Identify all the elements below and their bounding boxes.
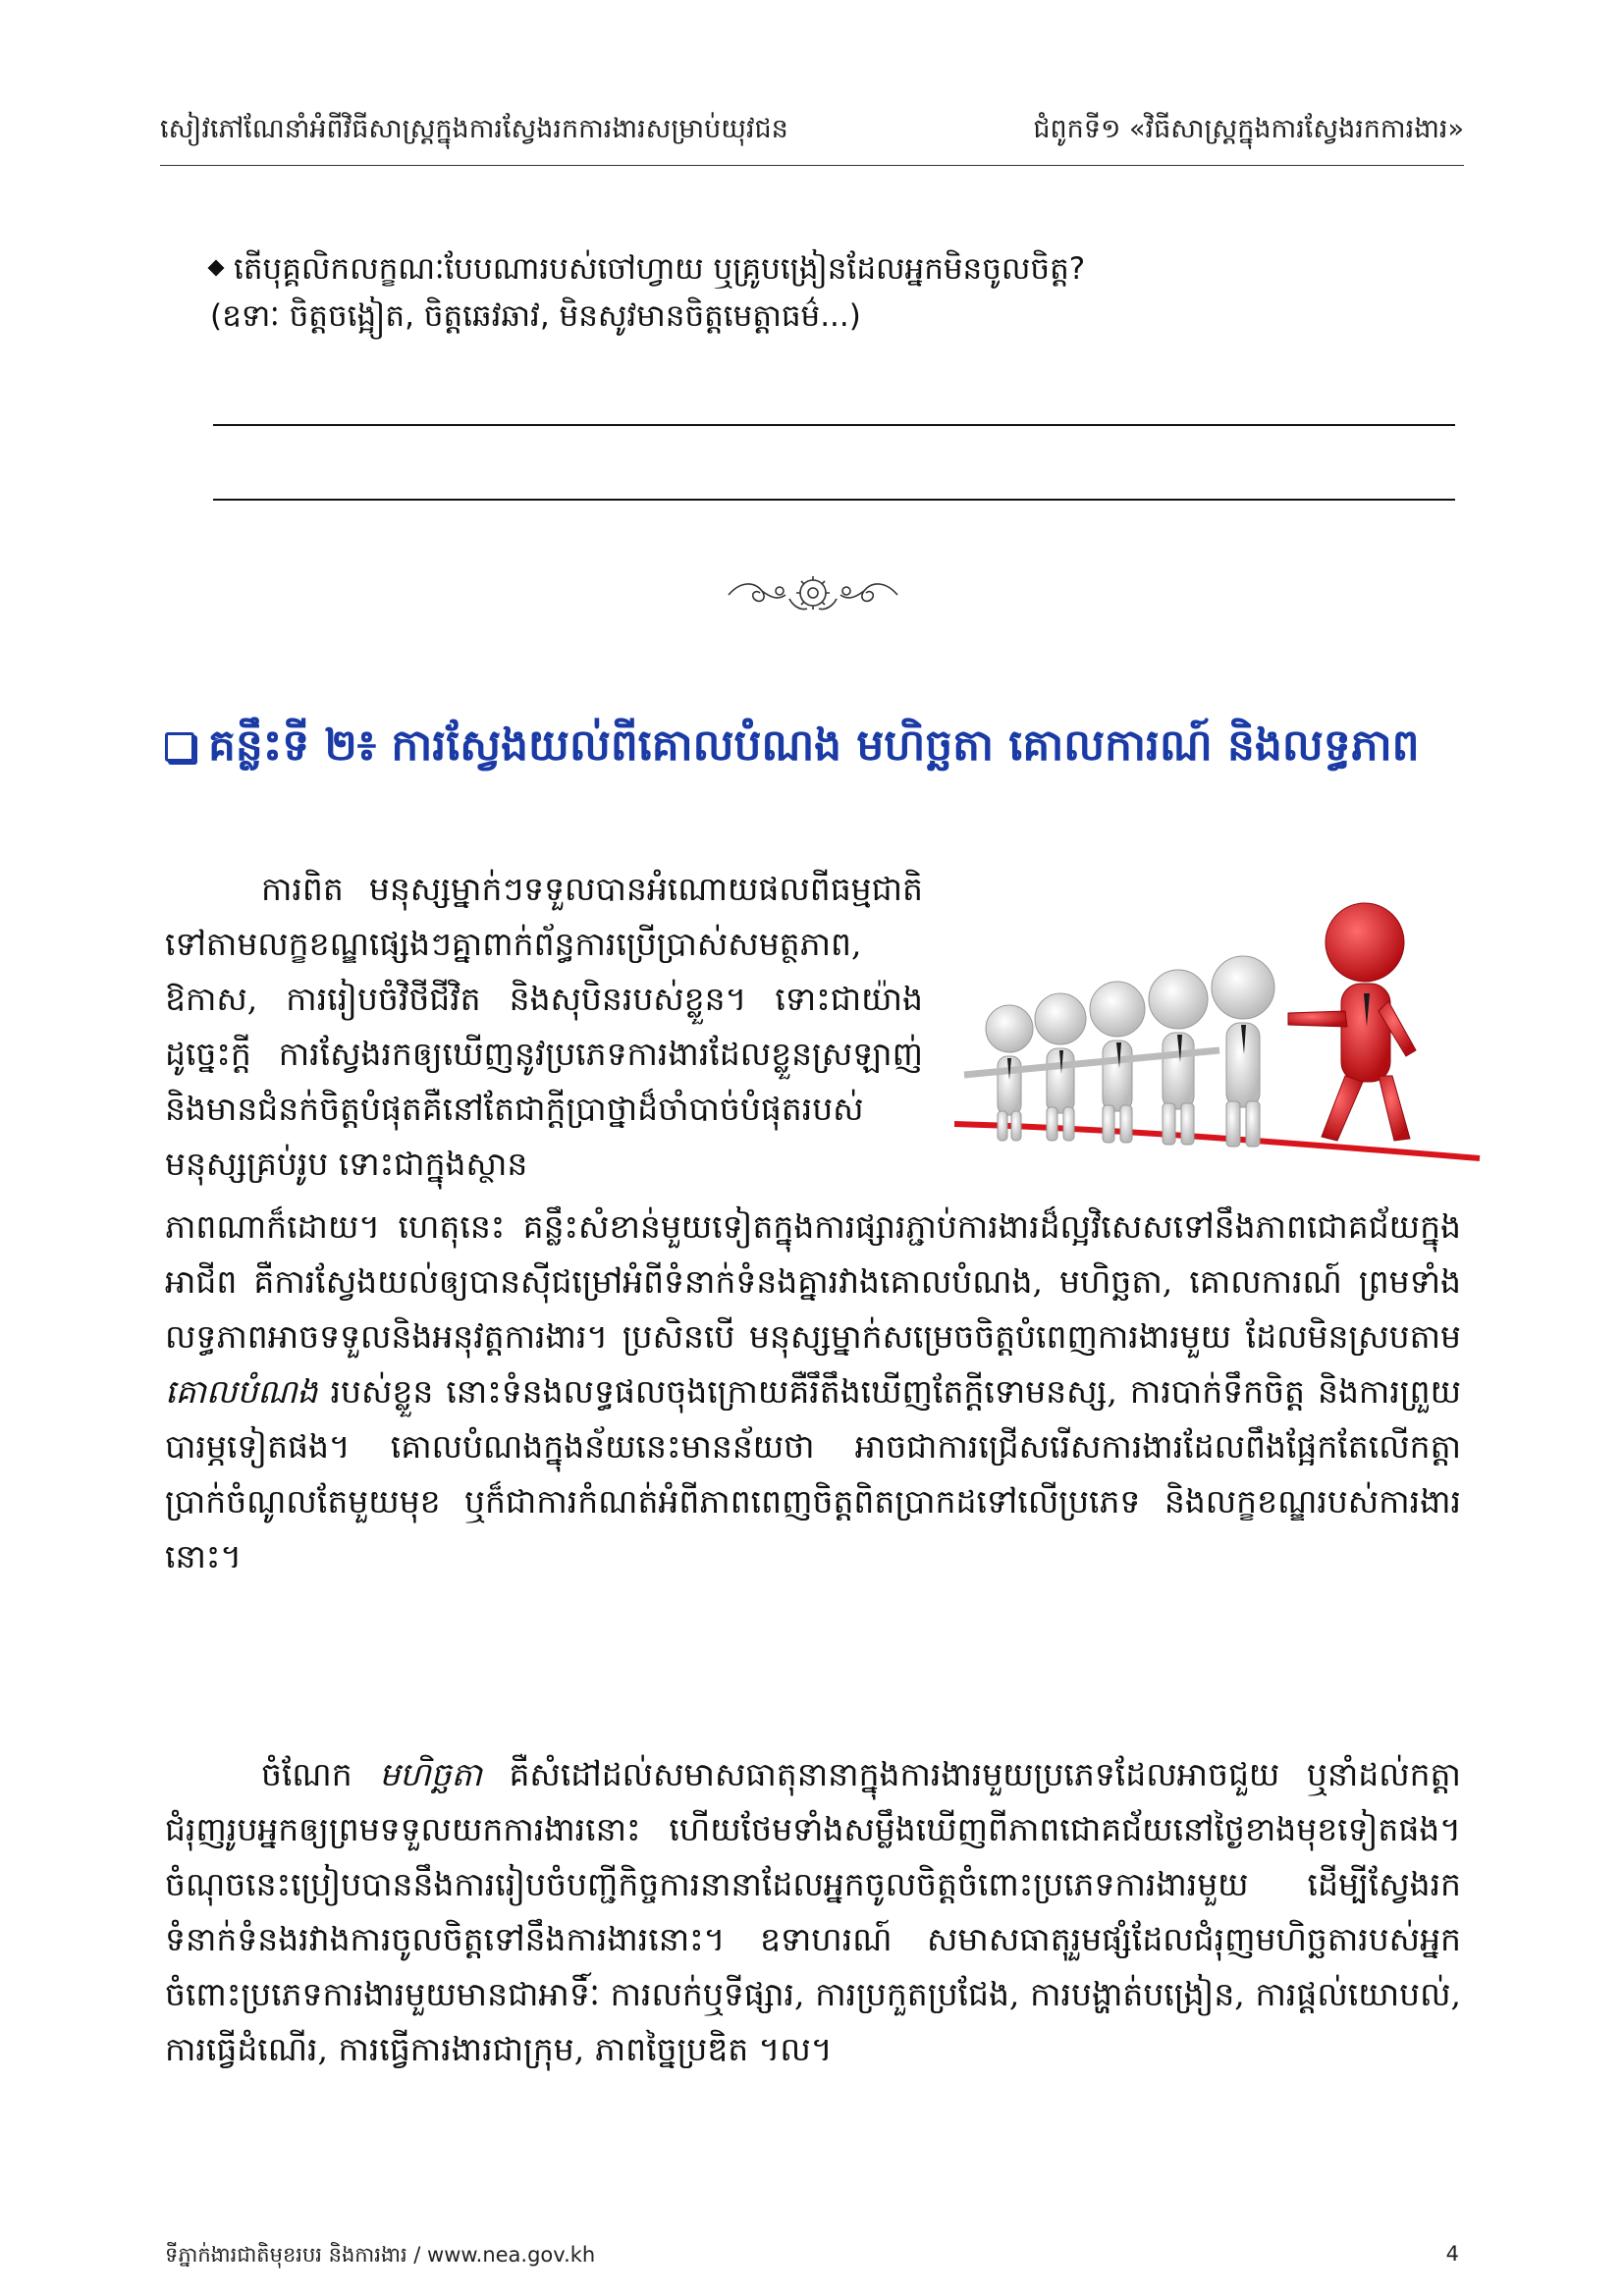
answer-line[interactable] [213, 499, 1455, 501]
running-header [160, 98, 1464, 166]
header-chapter-title: ជំពូកទី១ «វិធីសាស្រ្តក្នុងការស្វែងរកការងារ» [1033, 113, 1464, 144]
paragraph-purpose: ភាពណាក៏ដោយ។ ហេតុនេះ គន្លឹះសំខាន់មួយទៀតក្នុងការផ្សារភ្ជាប់ការងារដ៏ល្អវិសេសទៅនឹងភាពជោគជ័យក្នុងអាជីព គឺការស្វែងយល់ឲ្យបានស៊ីជម្រៅអំពីទំនាក់ទំនងគ្នារវាងគោលបំណង, មហិច្ឆតា, គោលការណ៍ ព្រមទាំងលទ្ធភាពអាចទទួលនិងអនុវត្តការងារ។ ប្រសិនបើ មនុស្សម្នាក់សម្រេចចិត្តបំពេញការងារមួយ ដែលមិនស្របតាម គោលបំណង របស់ខ្លួន នោះទំនងលទ្ធផលចុងក្រោយគឺរឹតឹងឃើញតែក្តីទោមនស្ស, ការបាក់ទឹកចិត្ត និងការព្រួយបារម្ភទៀតផង។ គោលបំណងក្នុងន័យនេះមានន័យថា អាចជាការជ្រើសរើសការងារដែលពឹងផ្អែកតែលើកត្តាប្រាក់ចំណូលតែមួយមុខ ឬក៏ជាការកំណត់អំពីភាពពេញចិត្តពិតប្រាកដទៅលើប្រភេទ និងលក្ខខណ្ឌរបស់ការងារនោះ។ [165, 1207, 1461, 1575]
question-text: តើបុគ្គលិកលក្ខណៈបែបណារបស់ចៅហ្វាយ ឬគ្រូបង្រៀនដែលអ្នកមិនចូលចិត្ត? [210, 245, 1428, 293]
paragraph-intro: ការពិត មនុស្សម្នាក់ៗទទួលបានអំណោយផលពីធម្មជាតិទៅតាមលក្ខខណ្ឌផ្សេងៗគ្នាពាក់ព័ន្ធការប្រើប្រាស់សមត្ថភាព, ឱកាស, ការរៀបចំវិថីជីវិត និងសុបិនរបស់ខ្លួន។ ទោះជាយ៉ាងដូច្នេះក្តី ការស្វែងរកឲ្យឃើញនូវប្រភេទការងារដែលខ្លួនស្រឡាញ់ និងមានជំនក់ចិត្តបំផុតគឺនៅតែជាក្តីប្រាថ្នាដ៏ចាំបាច់បំផុតរបស់មនុស្សគ្រប់រូប ទោះជាក្នុងស្ថាន [165, 870, 923, 1183]
answer-line[interactable] [213, 424, 1455, 426]
paragraph-ambition: ចំណែក មហិច្ឆតា គឺសំដៅដល់សមាសធាតុនានាក្នុងការងារមួយប្រភេទដែលអាចជួយ ឬនាំដល់កត្តាជំរុញរូបអ្នកឲ្យព្រមទទួលយកការងារនោះ ហើយថែមទាំងសម្លឹងឃើញពីភាពជោគជ័យនៅថ្ងៃខាងមុខទៀតផង។ ចំណុចនេះប្រៀបបាននឹងការរៀបចំបញ្ជីកិច្ចការនានាដែលអ្នកចូលចិត្តចំពោះប្រភេទការងារមួយ ដើម្បីស្វែងរកទំនាក់ទំនងរវាងការចូលចិត្តទៅនឹងការងារនោះ។ ឧទាហរណ៍ សមាសធាតុរួមផ្សំដែលជំរុញមហិច្ឆតារបស់អ្នកចំពោះប្រភេទការងារមួយមានជាអាទិ៍ៈ ការលក់ឬទីផ្សារ, ការប្រកួតប្រជែង, ការបង្ហាត់បង្រៀន, ការផ្តល់យោបល់, ការធ្វើដំណើរ, ការធ្វើការងារជាក្រុម, ភាពច្នៃប្រឌិត ។ល។ [165, 1755, 1461, 2068]
footer-publisher: ទីភ្នាក់ងារជាតិមុខរបរ និងការងារ / www.nea.gov.kh [165, 2243, 596, 2267]
floral-divider-icon [723, 567, 903, 618]
page-footer [165, 2242, 1459, 2272]
question-block [210, 245, 1428, 340]
leader-on-tightrope-icon [925, 874, 1485, 1198]
header-book-title: សៀវភៅណែនាំអំពីវិធីសាស្រ្តក្នុងការស្វែងរកការងារសម្រាប់យុវជន [160, 113, 788, 144]
page-number: 4 [1445, 2242, 1459, 2266]
section-heading: គន្លឹះទី ២៖ ការស្វែងយល់ពីគោលបំណង មហិច្ឆតា គោលការណ៍ និងលទ្ធភាព [165, 717, 1461, 775]
question-example: (ឧទាៈ ចិត្តចង្អៀត, ចិត្តឆេវឆាវ, មិនសូវមានចិត្តមេត្តាធម៌...) [210, 298, 861, 334]
checkbox-bullet-icon [165, 732, 194, 762]
bullet-icon [208, 260, 225, 277]
